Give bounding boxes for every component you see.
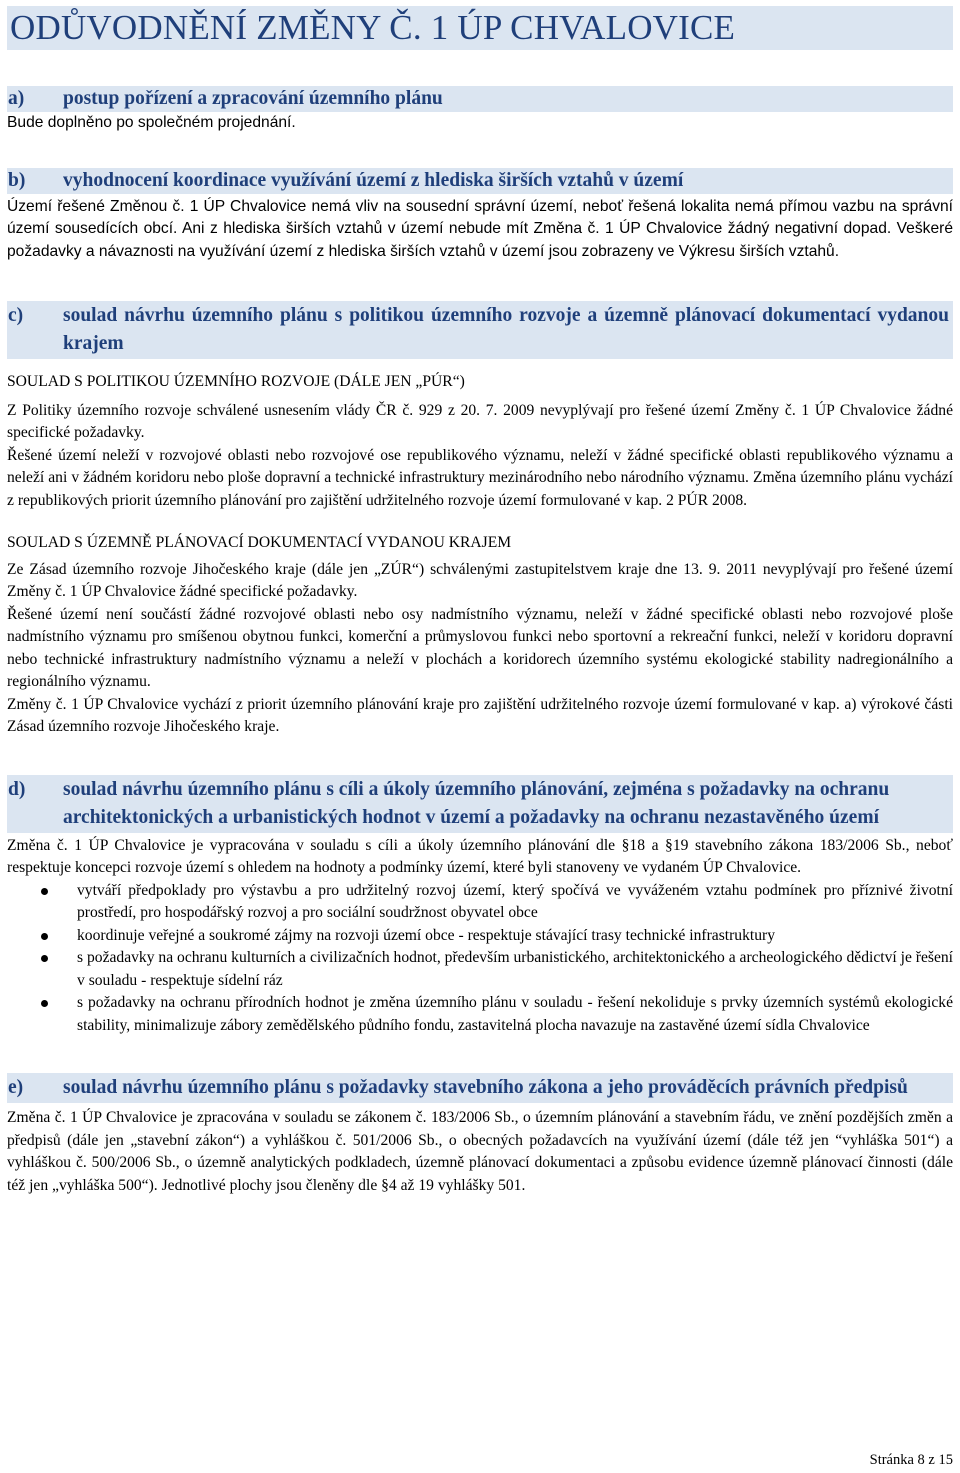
bullet-list: [7, 880, 953, 1038]
list-item: [7, 992, 953, 1037]
list-item-text: s požadavky na ochranu kulturních a civilizačních hodnot, především urbanistického, architektonického a archeologického dědictví je řešení v souladu - respektuje sídelní ráz: [77, 949, 953, 989]
section-letter: d): [8, 778, 26, 800]
paragraph: Změny č. 1 ÚP Chvalovice vychází z priorit územního plánování kraje pro zajištění udržitelného rozvoje území formulované v kap. a) výrokové části Zásad územního rozvoje Jihočeského kraje.: [7, 695, 953, 735]
paragraph: Změna č. 1 ÚP Chvalovice je zpracována v souladu se zákonem č. 183/2006 Sb., o územním plánování a stavebním řádu, ve znění pozdějších změn a předpisů (dále jen „stavební zákon“) a vyhláškou č. 501/2006 Sb., o obecných požadavcích na využívání území (dále též jen “vyhláška 501“) a vyhláškou č. 500/2006 Sb., o územně analytických podkladech, územně plánovací dokumentaci a způsobu evidence územně plánovací činnosti (dále též jen „vyhláška 500“). Jednotlivé plochy jsou členěny dle §4 až 19 vyhlášky 501.: [7, 1109, 953, 1194]
subheading-zur: SOULAD S ÚZEMNĚ PLÁNOVACÍ DOKUMENTACÍ VYDANOU KRAJEM: [7, 534, 512, 551]
section-letter: e): [8, 1077, 24, 1098]
document-title: ODŮVODNĚNÍ ZMĚNY Č. 1 ÚP CHVALOVICE: [7, 6, 953, 50]
paragraph: Ze Zásad územního rozvoje Jihočeského kraje (dále jen „ZÚR“) schválenými zastupitelstvem kraje dne 13. 9. 2011 nevyplývají pro řešené území Změny č. 1 ÚP Chvalovice žádné specifické požadavky.: [7, 560, 953, 600]
bullet-icon: [41, 1000, 48, 1007]
section-e-heading: [7, 1073, 953, 1103]
list-item: [7, 947, 953, 992]
section-a-heading: [7, 86, 953, 112]
bullet-icon: [41, 888, 48, 895]
section-heading-text: vyhodnocení koordinace využívání území z hlediska širších vztahů v území: [63, 169, 684, 191]
section-heading-text: soulad návrhu územního plánu s cíli a úkoly územního plánování, zejména s požadavky na ochranu architektonických a urbanistických hodnot v území a požadavky na ochranu nezastavěného území: [63, 778, 890, 828]
paragraph: Řešené území není součástí žádné rozvojové oblasti nebo osy nadmístního významu, neleží v žádné specifické oblasti nebo rozvojové ploše nadmístního významu pro smíšenou obytnou funkci, komerční a průmyslovou funkci nebo sportovní a rekreační funkci, neleží v koridoru dopravní nebo technické infrastruktury nadmístního významu a neleží v plochách a koridorech územního systému ekologické stability nadregionálního a regionálního významu.: [7, 605, 953, 690]
paragraph: Změna č. 1 ÚP Chvalovice je vypracována v souladu s cíli a úkoly územního plánování dle §18 a §19 stavebního zákona 183/2006 Sb., neboť respektuje koncepci rozvoje území s ohledem na hodnoty a podmínky území, které byli stanoveny ve vydaném ÚP Chvalovice.: [7, 836, 953, 876]
bullet-icon: [41, 955, 48, 962]
list-item: [7, 880, 953, 925]
subheading-pur: SOULAD S POLITIKOU ÚZEMNÍHO ROZVOJE (DÁLE JEN „PÚR“): [7, 373, 465, 390]
paragraph: Z Politiky územního rozvoje schválené usnesením vlády ČR č. 929 z 20. 7. 2009 nevyplývají pro řešené území Změny č. 1 ÚP Chvalovice žádné specifické požadavky.: [7, 401, 953, 441]
section-letter: a): [8, 88, 25, 109]
section-heading-text: postup pořízení a zpracování územního plánu: [63, 88, 443, 109]
section-c-heading: [7, 301, 953, 359]
bullet-icon: [41, 933, 48, 940]
section-heading-text: soulad návrhu územního plánu s politikou územního rozvoje a územně plánovací dokumentací vydanou krajem: [63, 305, 949, 354]
page-number: Stránka 8 z 15: [869, 1452, 953, 1468]
section-letter: c): [8, 305, 24, 326]
paragraph: Řešené území neleží v rozvojové oblasti nebo rozvojové ose republikového významu, neleží v žádné specifické oblasti republikového významu a neleží ani v žádném koridoru nebo ploše dopravní a technické infrastruktury mezinárodního nebo národního významu. Změna územního plánu vychází z republikových priorit územního plánování pro zajištění udržitelného rozvoje území formulované v kap. 2 PÚR 2008.: [7, 446, 953, 509]
list-item-text: vytváří předpoklady pro výstavbu a pro udržitelný rozvoj území, který spočívá ve vyváženém vztahu podmínek pro příznivé životní prostředí, pro hospodářský rozvoj a pro sociální soudržnost obyvatel obce: [77, 881, 953, 921]
section-heading-text: soulad návrhu územního plánu s požadavky stavebního zákona a jeho prováděcích právních předpisů: [63, 1077, 908, 1098]
document-page: [7, 6, 953, 1197]
section-letter: b): [8, 169, 26, 191]
section-b-heading: [7, 168, 953, 194]
section-d-heading: [7, 775, 953, 833]
paragraph: Území řešené Změnou č. 1 ÚP Chvalovice nemá vliv na sousední správní území, neboť řešená lokalita nemá přímou vazbu na správní území sousedících obcí. Ani z hlediska širších vztahů v území nebude mít Změna č. 1 ÚP Chvalovice žádný negativní dopad. Veškeré požadavky a návaznosti na využívání území z hlediska širších vztahů v území jsou zobrazeny ve Výkresu širších vztahů.: [7, 197, 953, 260]
paragraph: Bude doplněno po společném projednání.: [7, 114, 296, 131]
list-item: [7, 925, 953, 948]
list-item-text: s požadavky na ochranu přírodních hodnot je změna územního plánu v souladu - řešení nekoliduje s prvky územních systémů ekologické stability, minimalizuje zábory zemědělského půdního fondu, zastavitelná plocha navazuje na zastavěné území sídla Chvalovice: [77, 994, 953, 1034]
list-item-text: koordinuje veřejné a soukromé zájmy na rozvoji území obce - respektuje stávající trasy technické infrastruktury: [77, 926, 775, 944]
